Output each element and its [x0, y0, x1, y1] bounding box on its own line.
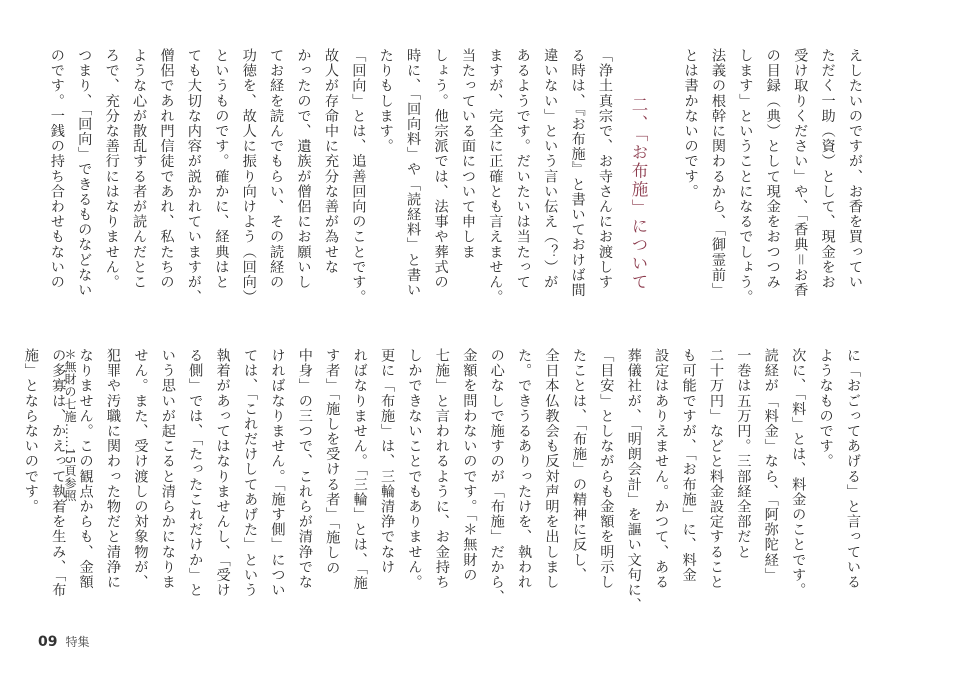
lower-text-line: 「目安」としながらも金額を明示し [598, 348, 615, 590]
upper-left-text-line: 僧侶であれ門信徒であれ、私たちの [158, 48, 175, 290]
lower-text-line: ようなものです。 [817, 348, 834, 469]
upper-left-text-line: かったので、遺族が僧侶にお願いし [295, 48, 312, 290]
lower-text-line: 更に「布施」は、三輪清浄でなけ [379, 348, 396, 575]
lower-text-line: 設定はありえません。かつて、ある [653, 348, 670, 590]
lower-text-line: た。できうるありったけを、執われ [516, 348, 533, 590]
upper-left-text-line: 違いない」という言い伝え（？）が [542, 48, 559, 290]
lower-text-line: も可能ですが、「お布施」に、料金 [680, 348, 697, 583]
lower-text-line: の心なしで施すのが「布施」だから、 [488, 348, 505, 605]
lower-text-line: いう思いが起こると清らかになりま [159, 348, 176, 590]
lower-text-line: 犯罪や汚職に関わった物だと清浄に [105, 348, 122, 590]
lower-text-line: なりません。この観点からも、金額 [77, 348, 94, 590]
upper-left-text-line: のです。一銭の持ち合わせもないの [48, 48, 65, 290]
lower-text-line: 読経が「料金」なら、「阿弥陀経」 [762, 348, 779, 583]
lower-text-line: 葬儀社が、「明朗会計」を謳い文句に、 [625, 348, 642, 613]
page-number: 09 [38, 634, 58, 650]
lower-text-line: ては、「これだけしてあげた」という [242, 348, 259, 598]
upper-left-text-line: 功徳を、故人に振り向けよう（回向） [240, 48, 257, 305]
upper-right-text-line: の目録（典）として現金をおつつみ [764, 48, 781, 290]
upper-right-text-line: えしたいのですが、お香を買ってい [847, 48, 863, 290]
upper-left-text-line: る時は、『お布施』と書いておけば間 [569, 48, 586, 298]
upper-left-text-line: たりもします。 [377, 48, 394, 154]
lower-text-line: 施」とならないのです。 [22, 348, 39, 515]
lower-text-line: に「おごってあげる」と言っている [845, 348, 861, 590]
upper-right-text-block [676, 48, 868, 305]
lower-text-line: しかできないことでもありません。 [406, 348, 423, 590]
upper-left-text-line: 当たっている面について申しま [459, 48, 476, 260]
upper-right-text-line: 受け取りください」や、「香典＝お香 [792, 48, 809, 298]
lower-text-line: 二十万円」などと料金設定すること [707, 348, 724, 590]
upper-right-text-line: とは書かないのです。 [682, 48, 699, 199]
upper-left-text-line: つまり、「回向」できるものなどない [76, 48, 93, 298]
upper-left-text-line: ても大切な内容が説かれていますが、 [185, 48, 202, 305]
lower-text-line: ければなりません。「施す側」につい [269, 348, 286, 598]
upper-left-text-line: というものです。確かに、経典はと [213, 48, 230, 290]
footnote: ＊無財の七施……15頁参照 [63, 348, 77, 502]
upper-left-text-line: ような心が散乱する者が読んだとこ [131, 48, 148, 290]
lower-text-line: 全日本仏教会も反対声明を出しまし [543, 348, 560, 590]
lower-text-line: 一巻は五万円。三部経全部だと [735, 348, 752, 560]
section-name: 特集 [65, 635, 90, 649]
upper-left-text-line: ますが、完全に正確とも言えません。 [487, 48, 504, 305]
upper-left-text-line: 「浄土真宗で、お寺さんにお渡しす [597, 48, 613, 290]
lower-text-line: す者」「施しを受ける者」「施しの [324, 348, 341, 576]
upper-left-text-line: 時に、「回向料」や「読経料」と書い [405, 48, 422, 298]
lower-text-line: 中身」の三つで、これらが清浄でな [296, 348, 313, 590]
lower-text-line: 七施」と言われるように、お金持ち [433, 348, 450, 590]
upper-left-text-line: 「回向」とは、追善回向のことです。 [350, 48, 367, 305]
upper-left-text-block [42, 48, 618, 305]
page-footer [38, 633, 90, 650]
upper-right-text-line: 法義の根幹に関わるから、「御霊前」 [709, 48, 726, 298]
lower-text-line: 金額を問わないのです。「＊無財の [461, 348, 478, 583]
lower-text-block [16, 348, 866, 613]
lower-text-line: の多寡は、かえって執着を生み、「布 [50, 348, 67, 598]
lower-text-line: る側」では、「たったこれだけか」と [187, 348, 204, 598]
lower-text-line: せん。また、受け渡しの対象物が、 [132, 348, 149, 590]
upper-right-text-line: します」ということになるでしょう。 [737, 48, 754, 305]
upper-right-text-line: ただく一助（資）として、現金をお [819, 48, 836, 290]
lower-text-line: たことは、「布施」の精神に反し、 [570, 348, 587, 583]
upper-left-text-line: てお経を読んでもらい、その読経の [268, 48, 285, 290]
lower-text-line: ればなりません。「三輪」とは、「施 [351, 348, 368, 591]
upper-left-text-line: あるようです。だいたいは当たって [514, 48, 531, 290]
lower-text-line: 次に、「料」とは、料金のことです。 [790, 348, 807, 598]
lower-text-line: 執着があってはなりませんし、「受け [214, 348, 231, 598]
section-heading: 二、「お布施」について [629, 96, 648, 292]
upper-left-text-line: しょう。他宗派では、法事や葬式の [432, 48, 449, 290]
upper-left-text-line: ろで、充分な善行にはなりません。 [103, 48, 120, 290]
upper-left-text-line: 故人が存命中に充分な善が為せな [322, 48, 339, 275]
